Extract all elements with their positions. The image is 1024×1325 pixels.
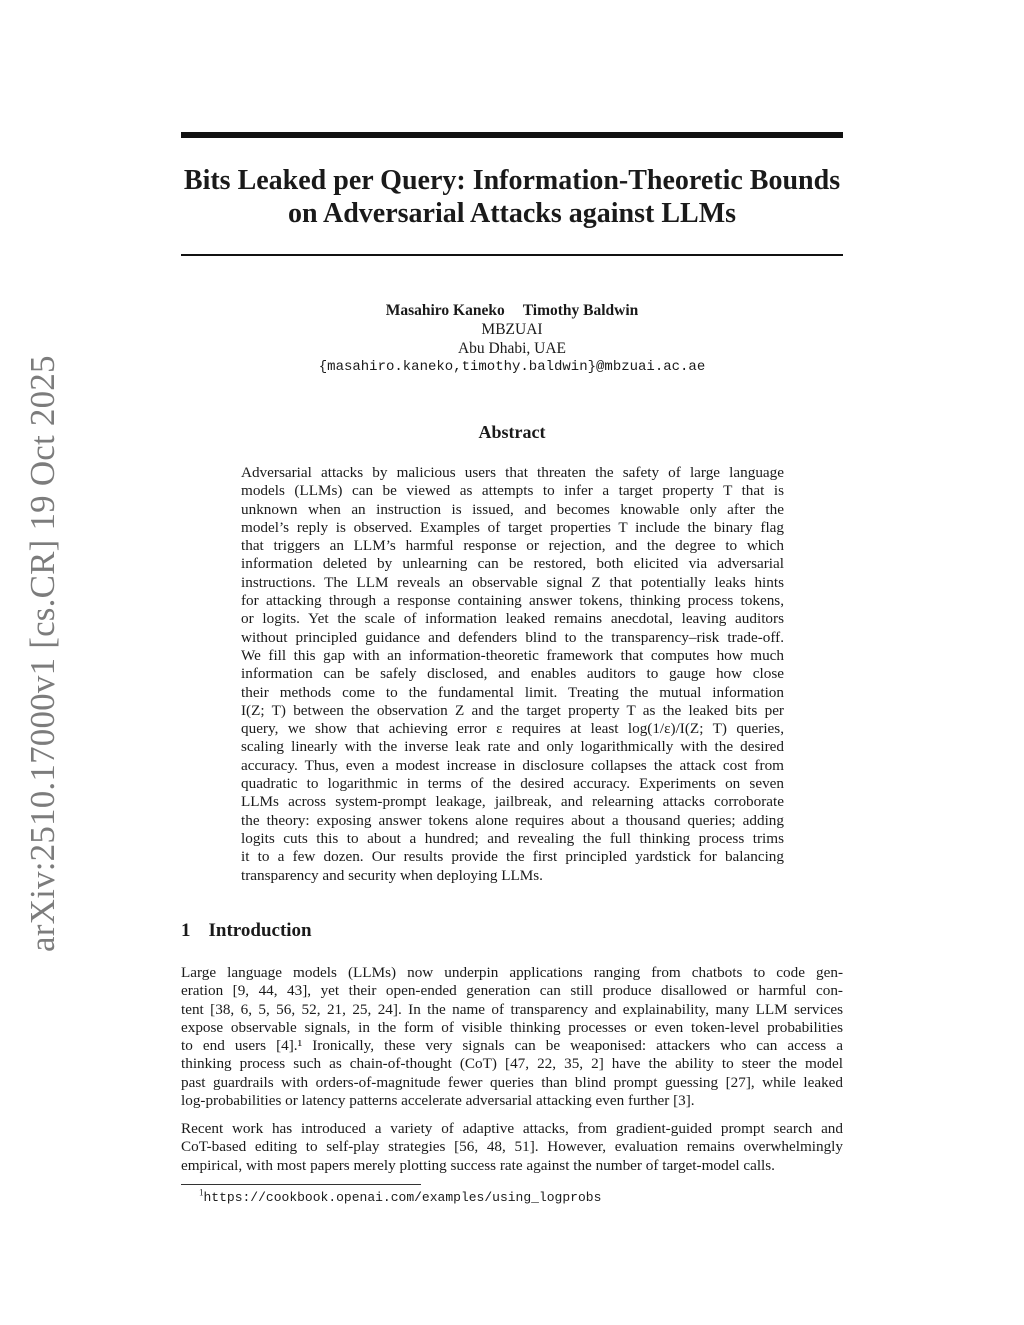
author-affiliation: MBZUAI [481, 321, 543, 338]
footnote-marker: 1 [199, 1187, 204, 1198]
paragraph-line: to end users [4].¹ Ironically, these very signals can be weaponised: attackers who can access a [181, 1037, 843, 1055]
abstract-line: instructions. The LLM reveals an observable signal Z that potentially leaks hints [241, 573, 784, 591]
abstract-line: it to a few dozen. Our results provide the first principled yardstick for balancing [241, 848, 784, 866]
paragraph-line: Recent work has introduced a variety of adaptive attacks, from gradient-guided prompt search and [181, 1120, 843, 1137]
paragraph-line: eration [9, 44, 43], yet their open-ended generation can still produce disallowed or harmful con- [181, 982, 843, 1000]
abstract-line: information can be safely disclosed, and enables auditors to gauge how close [241, 665, 784, 683]
abstract-line: or logits. Yet the scale of information leaked remains anecdotal, leaving auditors [241, 610, 784, 628]
abstract-line: We fill this gap with an information-theoretic framework that computes how much [241, 646, 784, 664]
author-name: Masahiro Kaneko [385, 302, 505, 319]
abstract-line: accuracy. Thus, even a modest increase in disclosure collapses the attack cost from [241, 756, 784, 774]
abstract-line: their methods come to the fundamental limit. Treating the mutual information [241, 683, 784, 701]
abstract-line: unknown when an instruction is issued, and becomes knowable only after the [241, 500, 784, 518]
abstract-body [241, 464, 784, 885]
abstract-line: for attacking through a response containing answer tokens, thinking process tokens, [241, 592, 784, 610]
abstract-line: model’s reply is observed. Examples of target properties T include the binary flag [241, 518, 784, 536]
footnote-rule [181, 1184, 421, 1185]
abstract-heading: Abstract [478, 422, 546, 442]
title-top-rule [181, 132, 843, 138]
abstract-line: logits cuts this to about a hundred; and revealing the full thinking process trims [241, 829, 784, 847]
author-location: Abu Dhabi, UAE [457, 340, 567, 357]
paragraph-line: expose observable signals, in the form of visible thinking processes or even token-level probabilities [181, 1018, 843, 1036]
arxiv-identifier: arXiv:2510.17000v1 [cs.CR] 19 Oct 2025 [23, 355, 62, 952]
author-email: {masahiro.kaneko,timothy.baldwin}@mbzuai.ac.ae [318, 359, 706, 375]
abstract-line: information deleted by unlearning can be restored, both elicited via adversarial [241, 555, 784, 573]
footnote-link[interactable]: https://cookbook.openai.com/examples/using_logprobs [203, 1190, 602, 1205]
paragraph-line: Large language models (LLMs) now underpin applications ranging from chatbots to code gen- [181, 964, 843, 981]
abstract-line: that triggers an LLM’s harmful response or rejection, and the degree to which [241, 537, 784, 555]
title-line-1: Bits Leaked per Query: Information-Theoretic Bounds [183, 165, 841, 196]
paragraph-line: empirical, with most papers merely plotting success rate against the number of target-model calls. [181, 1156, 775, 1174]
author-names [180, 301, 844, 320]
abstract-line: LLMs across system-prompt leakage, jailbreak, and relearning attacks corroborate [241, 793, 784, 811]
section-number: 1 [181, 920, 191, 941]
abstract-line: scaling linearly with the inverse leak rate and only logarithmically with the desired [241, 738, 784, 756]
introduction-paragraph-2 [181, 1120, 843, 1175]
paragraph-line: CoT-based editing to self-play strategies [56, 48, 51]. However, evaluation remains overwhelmingly [181, 1138, 843, 1156]
abstract-line: without principled guidance and defenders blind to the transparency–risk trade-off. [241, 628, 784, 646]
abstract-line: models (LLMs) can be viewed as attempts to infer a target property T that is [241, 482, 784, 500]
introduction-paragraph-1 [181, 964, 843, 1110]
paper-title [150, 164, 874, 230]
abstract-line: quadratic to logarithmic in terms of the desired accuracy. Experiments on seven [241, 775, 784, 793]
abstract-line: the theory: exposing answer tokens alone requires about a thousand queries; adding [241, 811, 784, 829]
author-block [180, 301, 844, 377]
abstract-line: I(Z; T) between the observation Z and the target property T as the leaked bits per [241, 701, 784, 719]
title-bottom-rule [181, 254, 843, 256]
paragraph-line: tent [38, 6, 5, 56, 52, 21, 25, 24]. In the name of transparency and explainability, many LLM services [181, 1000, 843, 1018]
section-heading-introduction [181, 920, 312, 942]
paragraph-line: thinking process such as chain-of-thought (CoT) [47, 22, 35, 2] have the ability to steer the model [181, 1055, 843, 1073]
abstract-line: transparency and security when deploying LLMs. [241, 866, 543, 884]
abstract-line: Adversarial attacks by malicious users that threaten the safety of large language [241, 464, 784, 481]
abstract-line: query, we show that achieving error ε requires at least log(1/ε)/I(Z; T) queries, [241, 720, 784, 738]
author-name: Timothy Baldwin [522, 302, 639, 319]
footnote [199, 1187, 602, 1205]
title-line-2: on Adversarial Attacks against LLMs [287, 198, 737, 229]
section-title: Introduction [208, 920, 312, 941]
paragraph-line: log-probabilities or latency patterns accelerate adversarial attacking even further [3]. [181, 1092, 695, 1110]
paragraph-line: past guardrails with orders-of-magnitude fewer queries than blind prompt guessing [27], while leaked [181, 1073, 843, 1091]
